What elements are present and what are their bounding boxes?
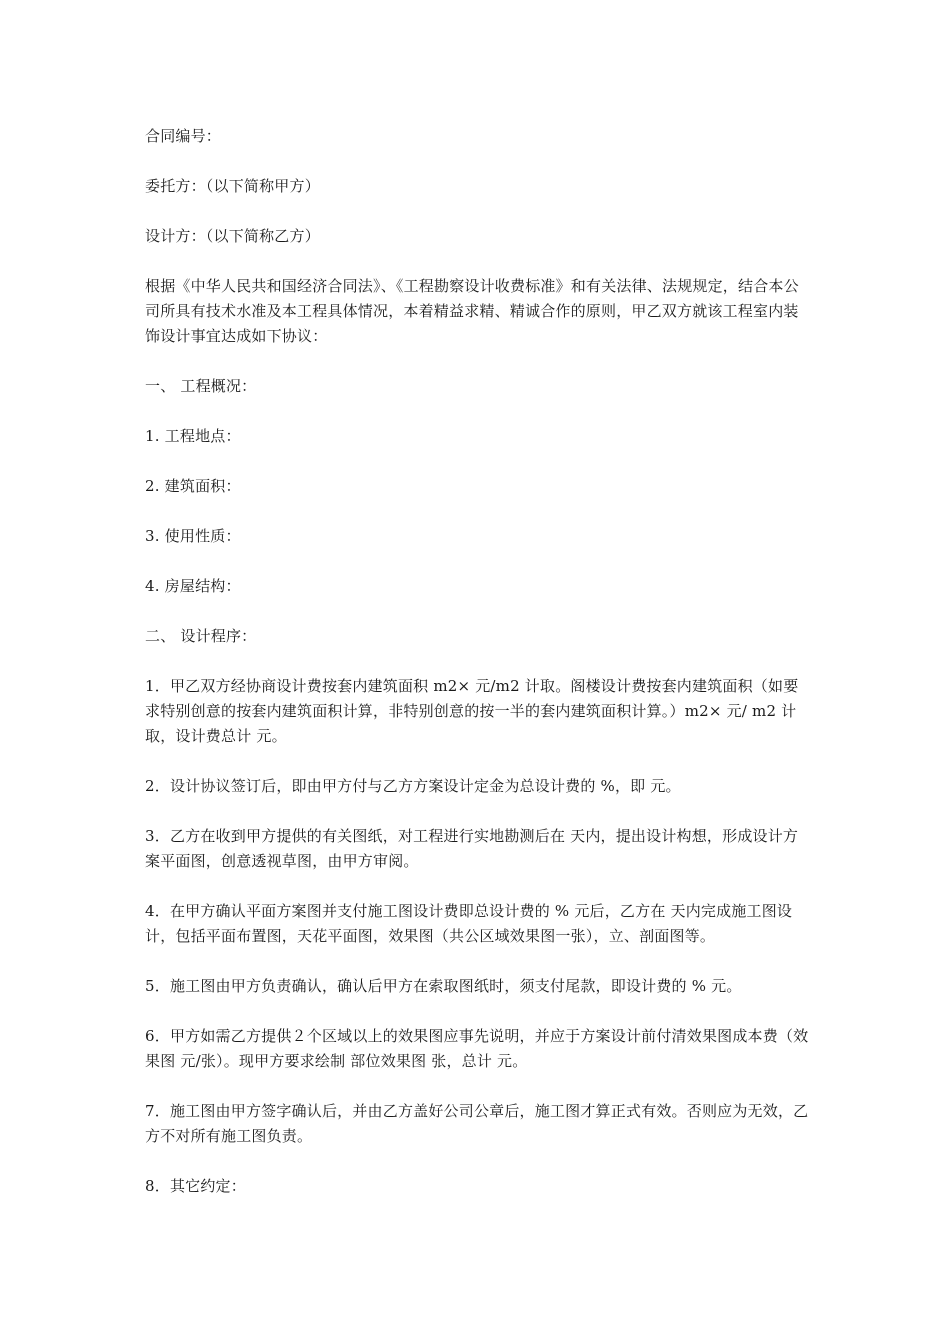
design-clause-2: 2．设计协议签订后，即由甲方付与乙方方案设计定金为总设计费的 %，即 元。 (145, 777, 681, 795)
design-clause-1: 1．甲乙双方经协商设计费按套内建筑面积 m2× 元/m2 计取。阁楼设计费按套内建筑面积（如要求特别创意的按套内建筑面积计算，非特别创意的按一半的套内建筑面积计算。）m2× 元/ m2 计取，设计费总计 元。 (145, 677, 799, 745)
contract-number-line: 合同编号： (145, 127, 222, 145)
contract-body (145, 124, 810, 1199)
design-clause-5: 5．施工图由甲方负责确认，确认后甲方在索取图纸时，须支付尾款，即设计费的 % 元。 (145, 977, 742, 995)
client-line: 委托方：（以下简称甲方） (145, 177, 320, 195)
intro-paragraph: 根据《中华人民共和国经济合同法》、《工程勘察设计收费标准》和有关法律、法规规定，结合本公司所具有技术水准及本工程具体情况，本着精益求精、精诚合作的原则，甲乙双方就该工程室内装饰设计事宜达成如下协议： (145, 277, 799, 345)
design-clause-4: 4．在甲方确认平面方案图并支付施工图设计费即总设计费的 % 元后，乙方在 天内完成施工图设计，包括平面布置图，天花平面图，效果图（共公区域效果图一张），立、剖面图等。 (145, 902, 793, 945)
section-2-title: 二、 设计程序： (145, 627, 257, 645)
designer-line: 设计方：（以下简称乙方） (145, 227, 320, 245)
building-area-line: 2. 建筑面积： (145, 477, 241, 495)
design-clause-7: 7．施工图由甲方签字确认后，并由乙方盖好公司公章后，施工图才算正式有效。否则应为无效，乙方不对所有施工图负责。 (145, 1102, 809, 1145)
design-clause-3: 3．乙方在收到甲方提供的有关图纸，对工程进行实地勘测后在 天内，提出设计构想，形成设计方案平面图，创意透视草图，由甲方审阅。 (145, 827, 799, 870)
section-1-title: 一、 工程概况： (145, 377, 257, 395)
design-clause-8: 8．其它约定： (145, 1177, 246, 1195)
design-clause-6: 6．甲方如需乙方提供２个区域以上的效果图应事先说明，并应于方案设计前付清效果图成本费（效果图 元/张）。现甲方要求绘制 部位效果图 张，总计 元。 (145, 1027, 809, 1070)
project-location-line: 1. 工程地点： (145, 427, 241, 445)
structure-line: 4. 房屋结构： (145, 577, 241, 595)
usage-line: 3. 使用性质： (145, 527, 241, 545)
